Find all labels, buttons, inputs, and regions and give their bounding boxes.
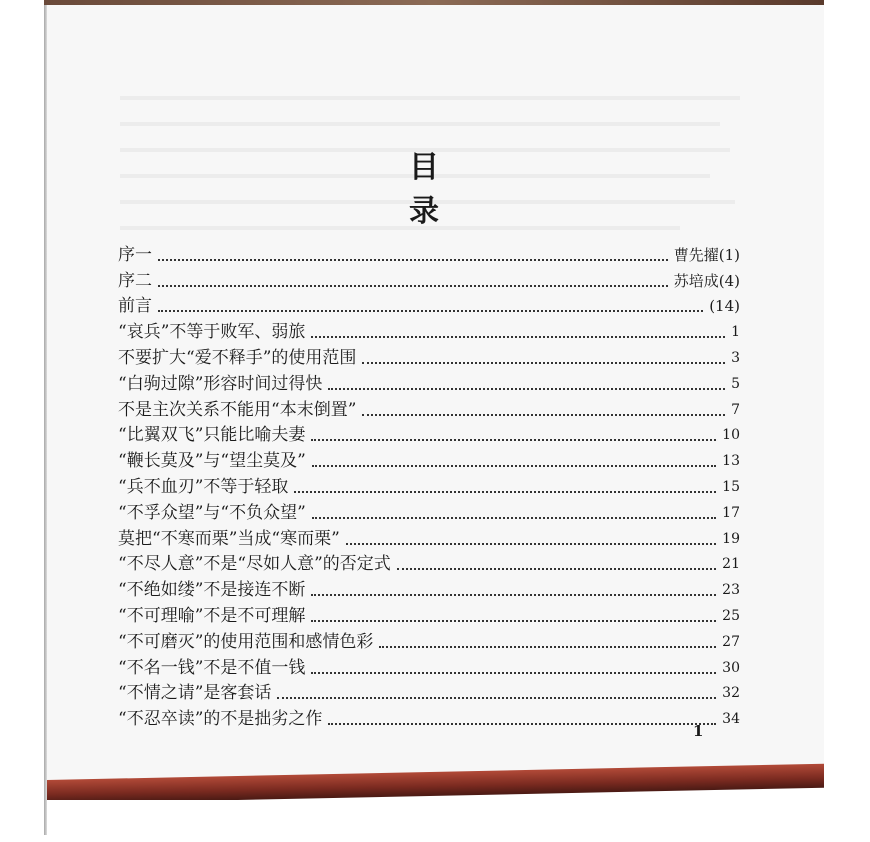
toc-leader-dots (312, 516, 716, 519)
toc-entry-page: 7 (731, 401, 740, 418)
toc-leader-dots (379, 645, 716, 648)
toc-entry-title: “不情之请”是客套话 (118, 683, 272, 704)
toc-entry-page: 13 (722, 453, 740, 470)
toc-entry-title: 序一 (118, 244, 152, 265)
toc-entry-page: 34 (722, 711, 740, 728)
toc-leader-dots (158, 309, 703, 312)
toc-leader-dots (328, 722, 716, 725)
toc-entry-title: “不忍卒读”的不是拙劣之作 (118, 709, 323, 730)
toc-leader-dots (311, 619, 716, 622)
toc-entry[interactable] (118, 575, 740, 601)
toc-entry-page: 21 (722, 556, 740, 573)
toc-entry[interactable] (118, 317, 740, 343)
toc-leader-dots (311, 438, 716, 441)
toc-entry[interactable] (118, 472, 740, 498)
toc-entry-page: (14) (709, 297, 740, 316)
toc-entry[interactable] (118, 266, 740, 292)
toc-leader-dots (346, 542, 716, 545)
toc-entry-page: 25 (722, 607, 740, 624)
toc-entry[interactable] (118, 395, 740, 421)
toc-entry-page: 15 (722, 478, 740, 495)
toc-entry-title: “比翼双飞”只能比喻夫妻 (118, 425, 306, 446)
show-through-line (120, 122, 720, 126)
toc-entry-title: “哀兵”不等于败军、弱旅 (118, 322, 306, 343)
toc-entry[interactable] (118, 343, 740, 369)
toc-entry-page: 19 (722, 530, 740, 547)
toc-entry-title: 前言 (118, 296, 152, 317)
toc-leader-dots (158, 284, 668, 287)
toc-entry-title: “鞭长莫及”与“望尘莫及” (118, 451, 306, 472)
toc-entry-page: 1 (731, 324, 740, 341)
toc-entry-page: 曹先擢(1) (673, 245, 740, 264)
toc-leader-dots (311, 671, 716, 674)
toc-entry[interactable] (118, 498, 740, 524)
toc-entry[interactable] (118, 524, 740, 550)
toc-entry-page: 3 (731, 349, 740, 366)
toc-entry-title: “不绝如缕”不是接连不断 (118, 580, 306, 601)
toc-entry[interactable] (118, 369, 740, 395)
toc-entry[interactable] (118, 446, 740, 472)
toc-entry-title: 不是主次关系不能用“本末倒置” (118, 399, 357, 420)
toc-entry[interactable] (118, 704, 740, 730)
toc-entry[interactable] (118, 550, 740, 576)
toc-entry-title: “不可磨灭”的使用范围和感情色彩 (118, 631, 374, 652)
toc-entry-title: “兵不血刃”不等于轻取 (118, 476, 289, 497)
toc-entry[interactable] (118, 601, 740, 627)
toc-entry-title: “不孚众望”与“不负众望” (118, 502, 306, 523)
page-title: 目 录 (409, 150, 573, 229)
toc-leader-dots (311, 335, 725, 338)
toc-leader-dots (362, 413, 725, 416)
toc-leader-dots (311, 593, 716, 596)
toc-leader-dots (328, 387, 725, 390)
page-number: 1 (693, 722, 704, 740)
toc-leader-dots (397, 567, 716, 570)
toc-entry-title: 不要扩大“爱不释手”的使用范围 (118, 347, 357, 368)
toc-entry-title: “白驹过隙”形容时间过得快 (118, 373, 323, 394)
toc-leader-dots (158, 258, 668, 261)
toc-leader-dots (294, 490, 716, 493)
toc-entry-page: 23 (722, 582, 740, 599)
toc-entry-page: 32 (722, 685, 740, 702)
toc-entry-title: 序二 (118, 270, 152, 291)
toc-entry-page: 10 (722, 427, 740, 444)
toc-entry[interactable] (118, 292, 740, 318)
toc-entry[interactable] (118, 627, 740, 653)
toc-entry-page: 30 (722, 659, 740, 676)
toc-entry-title: “不名一钱”不是不值一钱 (118, 657, 306, 678)
toc-entry-page: 27 (722, 633, 740, 650)
toc-entry-title: 莫把“不寒而栗”当成“寒而栗” (118, 528, 340, 549)
toc-entry-page: 17 (722, 504, 740, 521)
toc-entry-page: 5 (731, 375, 740, 392)
toc-entry-page: 苏培成(4) (673, 271, 740, 290)
toc-entry[interactable] (118, 679, 740, 705)
table-of-contents (118, 240, 740, 730)
toc-leader-dots (362, 361, 725, 364)
toc-leader-dots (277, 696, 716, 699)
toc-entry-title: “不可理喻”不是不可理解 (118, 605, 306, 626)
toc-entry-title: “不尽人意”不是“尽如人意”的否定式 (118, 554, 391, 575)
toc-entry[interactable] (118, 240, 740, 266)
page-bottom-margin (47, 800, 824, 842)
toc-entry[interactable] (118, 653, 740, 679)
toc-leader-dots (312, 464, 716, 467)
toc-entry[interactable] (118, 421, 740, 447)
show-through-line (120, 96, 740, 100)
